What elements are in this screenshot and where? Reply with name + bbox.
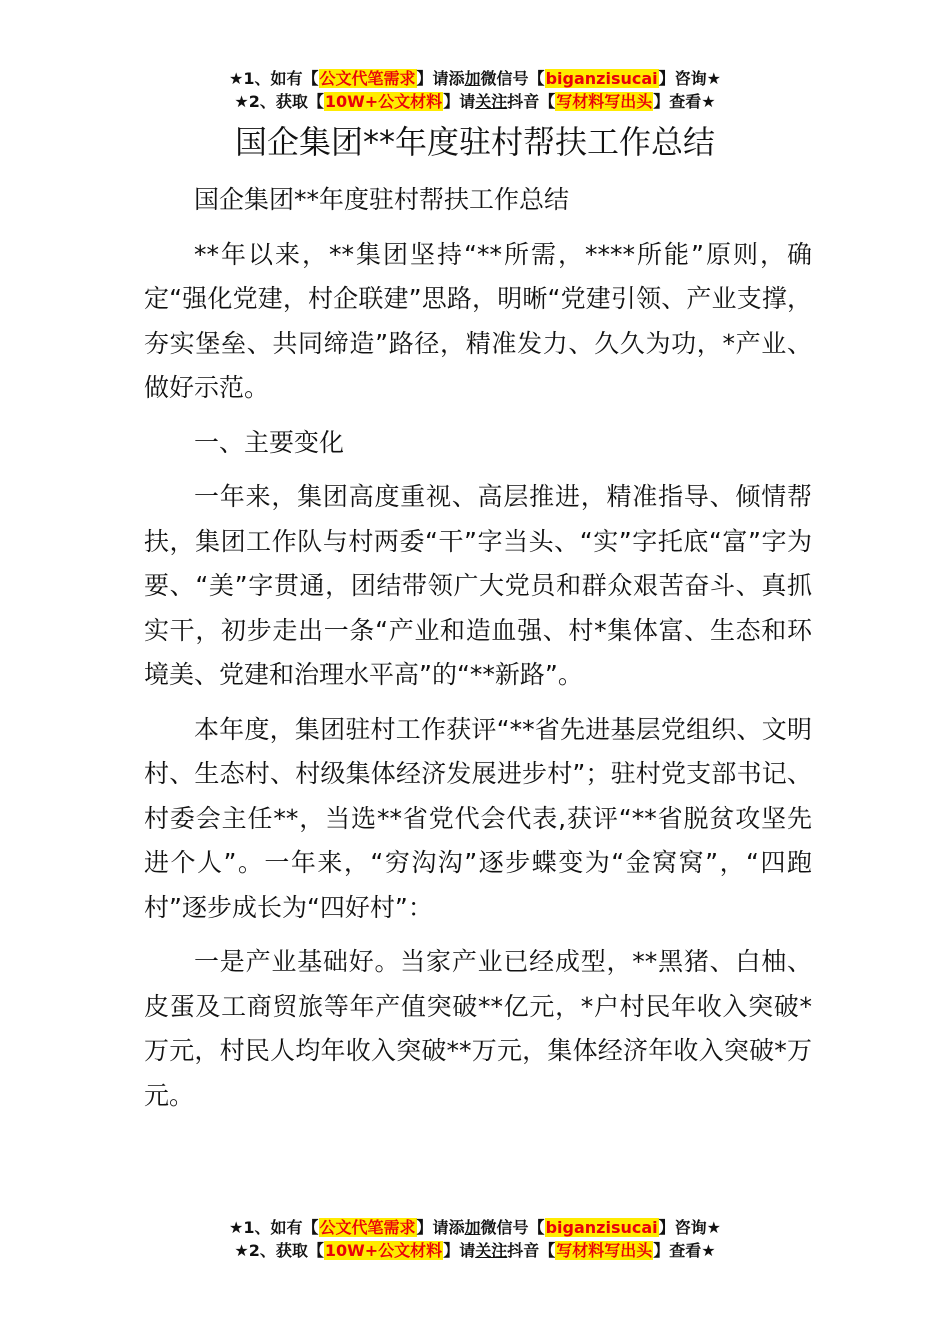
banner-line-2 [0,1239,950,1262]
banner-line-1 [0,67,950,90]
banner-highlight-douyin: 写材料写出头 [556,1241,653,1260]
banner-underlined-text: 关注 [475,1241,508,1260]
footer-banner [0,1216,950,1262]
header-banner [0,67,950,113]
banner-text: 】查看★ [653,92,716,111]
banner-line-1 [0,1216,950,1239]
banner-highlight-wechat-id: biganzisucai [545,1218,658,1237]
banner-line-2 [0,90,950,113]
banner-underlined-text: 加 [464,69,481,88]
banner-text: 】咨询★ [658,1218,721,1237]
banner-highlight-douyin: 写材料写出头 [556,92,653,111]
paragraph: 本年度，集团驻村工作获评“**省先进基层党组织、文明村、生态村、村级集体经济发展进步村”；驻村党支部书记、村委会主任**，当选**省党代会代表,获评“**省脱贫攻坚先进个人”。一年来，“穷沟沟”逐步蝶变为“金窝窝”，“四跑村”逐步成长为“四好村”： [144,714,812,922]
banner-underlined-text: 加 [464,1218,481,1237]
paragraph: 一年来，集团高度重视、高层推进，精准指导、倾情帮扶，集团工作队与村两委“干”字当头、“实”字托底“富”字为要、“美”字贯通，团结带领广大党员和群众艰苦奋斗、真抓实干，初步走出一条“产业和造血强、村*集体富、生态和环境美、党建和治理水平高”的“**新路”。 [144,482,812,689]
banner-text: ★2、获取【 [234,1241,324,1260]
paragraph-intro: **年以来，**集团坚持“**所需，****所能”原则，确定“强化党建，村企联建”思路，明晰“党建引领、产业支撑，夯实堡垒、共同缔造”路径，精准发力、久久为功，*产业、做好示范。 [144,239,812,402]
banner-underlined-text: 关注 [475,92,508,111]
banner-text: ★1、如有【 [229,69,319,88]
banner-text: 微信号【 [480,1218,545,1237]
banner-text: 】请 [443,1241,476,1260]
paragraph: 一是产业基础好。当家产业已经成型，**黑猪、白柚、皮蛋及工商贸旅等年产值突破**亿元，*户村民年收入突破*万元，村民人均年收入突破**万元，集体经济年收入突破*万元。 [144,947,812,1110]
banner-text: 】请 [443,92,476,111]
banner-text: 微信号【 [480,69,545,88]
banner-text: 】请添 [416,1218,465,1237]
document-body [144,178,812,1128]
banner-highlight: 10W+公文材料 [324,92,443,111]
banner-highlight: 公文代笔需求 [319,69,416,88]
banner-text: 】咨询★ [658,69,721,88]
paragraph-subtitle: 国企集团**年度驻村帮扶工作总结 [194,185,570,214]
section-heading: 一、主要变化 [194,427,345,457]
document-title: 国企集团**年度驻村帮扶工作总结 [234,123,715,161]
banner-highlight-wechat-id: biganzisucai [545,69,658,88]
banner-text: 】查看★ [653,1241,716,1260]
banner-highlight: 10W+公文材料 [324,1241,443,1260]
banner-text: 】请添 [416,69,465,88]
banner-text: 抖音【 [507,92,556,111]
banner-text: ★1、如有【 [229,1218,319,1237]
banner-text: 抖音【 [507,1241,556,1260]
banner-highlight: 公文代笔需求 [319,1218,416,1237]
banner-text: ★2、获取【 [234,92,324,111]
